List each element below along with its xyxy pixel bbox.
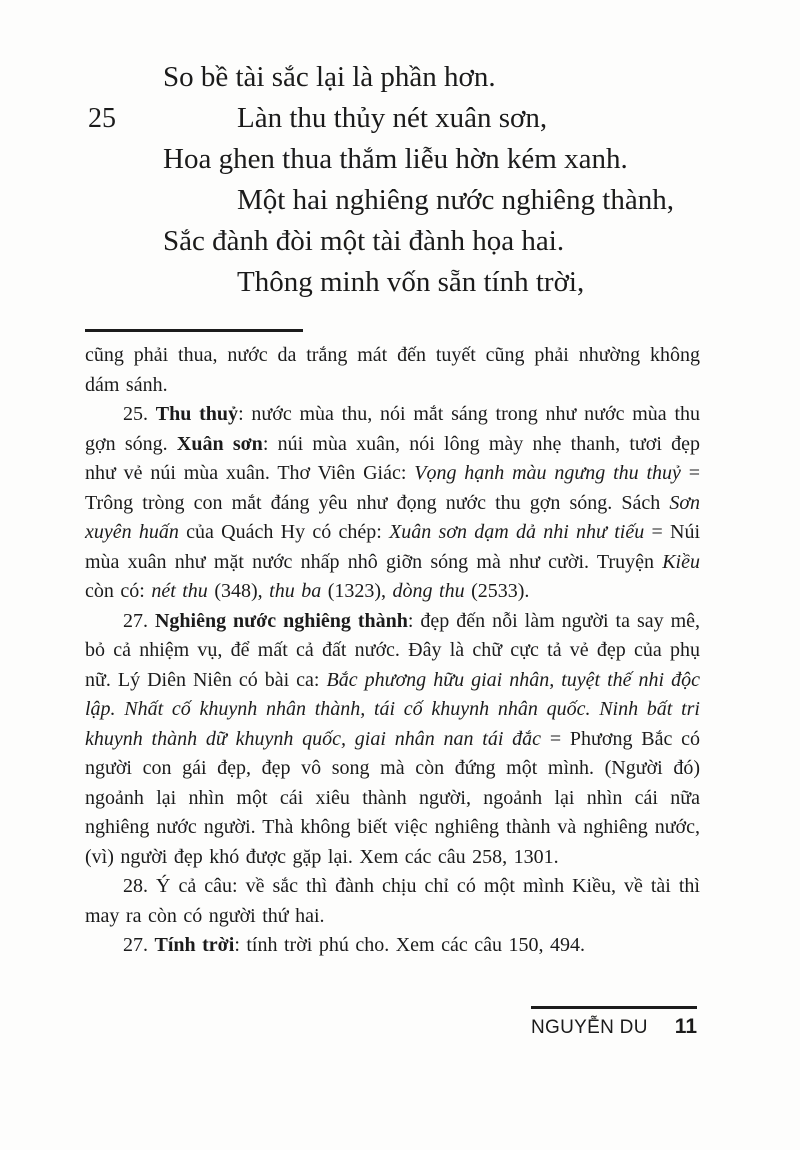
footnote-text-segment: Xuân sơn dạm dả nhi như tiếu [389,521,645,543]
footer-rule [531,1006,697,1009]
footnote-text-segment: Tính trời [154,934,235,956]
verse-line-text: Hoa ghen thua thắm liễu hờn kém xanh. [163,143,628,175]
verse-line-text: So bề tài sắc lại là phần hơn. [163,61,496,93]
footnote-text-segment: Thu thuỷ [155,403,239,425]
footnote-text-segment: (348), [207,580,270,602]
footnote-text-segment: (1323), [321,580,393,602]
author-name: NGUYỄN DU [531,1017,648,1038]
footnote-text-segment: Bắc phương hữu giai nhân, tuyệt thế nhi độc lập. Nhất cố khuynh nhân thành, tái cố khuynh nhân quốc. Ninh bất tri khuynh thành dữ khuynh quốc, giai nhân nan tái đắc [85,668,700,750]
footnotes-section [85,341,700,961]
footnote-text-segment: Vọng hạnh màu ngưng thu thuỷ [414,462,681,484]
footnote-text-segment: 27. [123,934,155,956]
verse-line [85,139,730,180]
footnote-text-segment: : núi mùa xuân, nói lông mày nhẹ thanh, tươi đẹp như vẻ núi mùa xuân. Thơ Viên Giác: [85,432,701,484]
verse-line-text: Làn thu thủy nét xuân sơn, [237,102,548,134]
footnote-paragraph [85,400,700,607]
page-number: 11 [674,1015,697,1038]
footnote-text-segment: của Quách Hy có chép: [178,521,390,543]
footnote-text-segment: Nghiêng nước nghiêng thành [154,609,408,632]
verse-line [85,98,730,139]
footnote-paragraph [85,931,700,961]
footnote-text-segment: = Núi mùa xuân như mặt nước nhấp nhô giỡn sóng mà như cười. Truyện [85,521,701,573]
verse-line [85,262,730,303]
footnote-text-segment: = Phương Bắc có người con gái đẹp, đẹp vô song mà còn đứng một mình. (Người đó) ngoảnh lại nhìn một cái xiêu thành người, ngoảnh lại nhìn cái nữa nghiêng nước người. Thà không biết việc nghiêng thành và nghiêng nước, (vì) người đẹp khó được gặp lại. Xem các câu 258, 1301. [85,727,701,868]
verse-line [85,57,730,98]
footnote-text-segment: = Trông tròng con mắt đáng yêu như đọng nước thu gợn sóng. Sách [85,462,701,514]
verse-line [85,180,730,221]
verse-line [85,221,730,262]
verse-line-text: Sắc đành đòi một tài đành họa hai. [163,225,565,257]
footnote-text-segment: 28. Ý cả câu: về sắc thì đành chịu chỉ có một mình Kiều, về tài thì may ra còn có người thứ hai. [85,875,700,927]
footnote-text-segment: Xuân sơn [176,432,263,455]
footnote-text-segment: nét thu [151,580,208,602]
footnote-text-segment: 25. [123,403,156,425]
footnote-text-segment: Sơn xuyên huấn [85,491,700,543]
verse-line-text: Thông minh vốn sẵn tính trời, [237,266,585,298]
verse-block [85,0,730,303]
footnote-text-segment: cũng phải thua, nước da trắng mát đến tuyết cũng phải nhường không dám sánh. [85,344,700,396]
footnote-text-segment: : đẹp đến nỗi làm người ta say mê, bỏ cả nhiệm vụ, để mất cả đất nước. Đây là chữ cực tả vẻ đẹp của phụ nữ. Lý Diên Niên có bài ca: [85,609,701,691]
footnote-paragraph [85,872,700,931]
footnote-text-segment: : nước mùa thu, nói mắt sáng trong như nước mùa thu gợn sóng. [85,403,701,455]
footnote-text-segment: dòng thu [392,580,465,602]
footnote-text-segment: còn có: [85,580,152,602]
verse-line-text: Một hai nghiêng nước nghiêng thành, [237,184,674,216]
verse-line-number: 25 [88,103,116,134]
footnote-text-segment: 27. [123,609,155,632]
footnote-paragraph [85,341,700,400]
footnote-text-segment: (2533). [464,580,530,602]
page-footer [531,1006,697,1039]
footnote-text-segment: thu ba [269,580,322,602]
footer-row [531,1015,697,1039]
footnote-paragraph [85,607,700,873]
footnote-text-segment: Kiều [662,550,700,573]
footnote-text-segment: : tính trời phú cho. Xem các câu 150, 494. [234,934,585,956]
footnote-separator-rule [85,329,303,332]
